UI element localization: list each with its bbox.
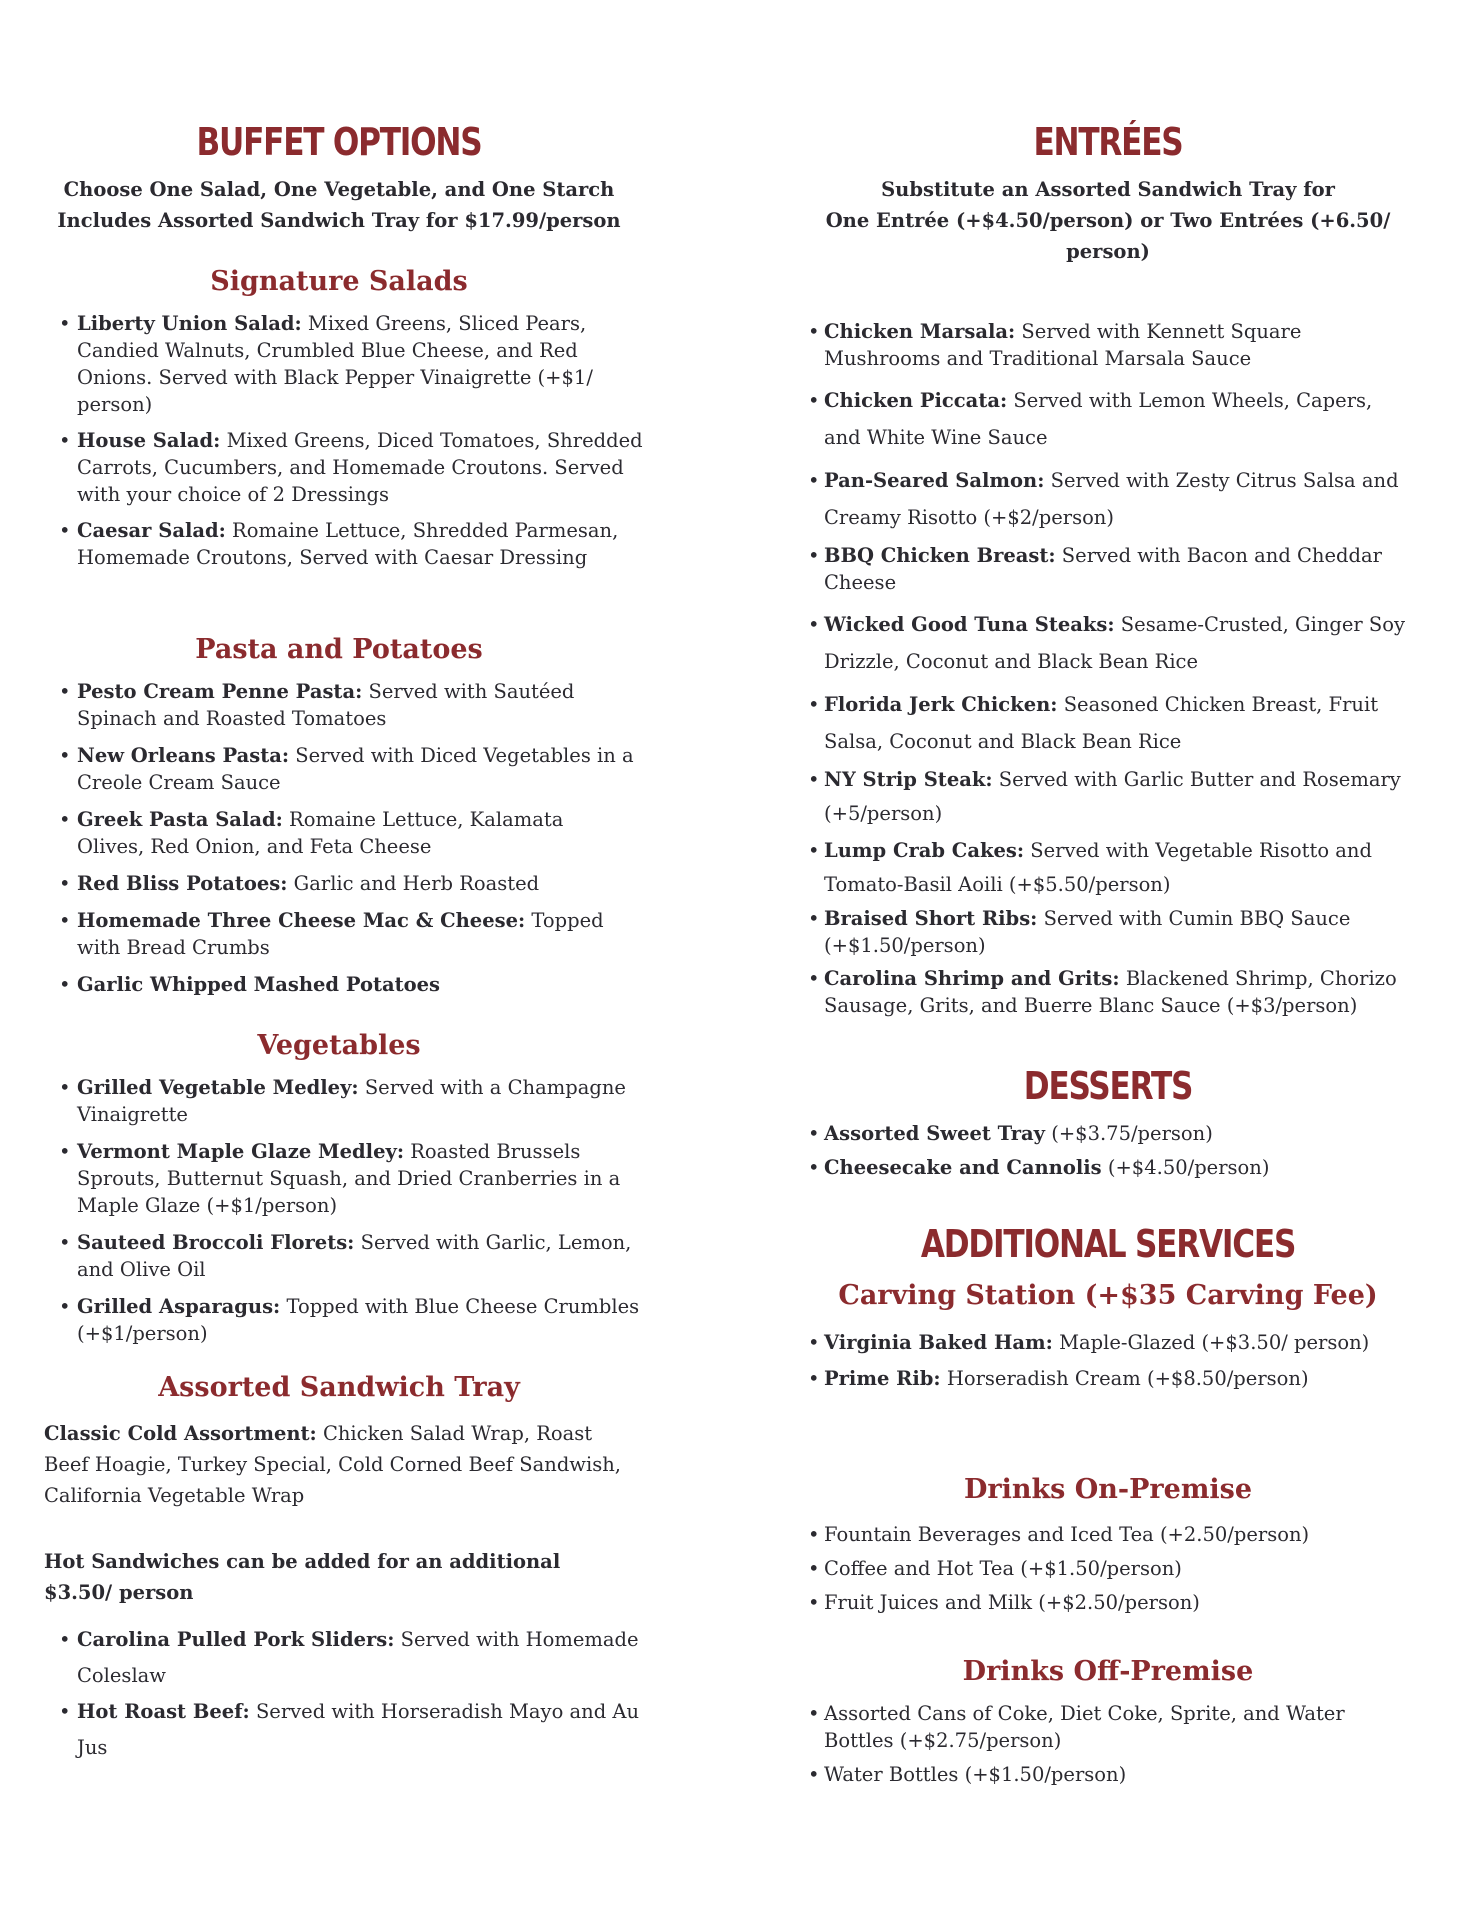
item-desc: Served with Sautéed Spinach and Roasted Tomatoes	[77, 680, 575, 730]
item-name: Grilled Asparagus:	[77, 1295, 281, 1318]
item-desc: Served with Horseradish Mayo and Au Jus	[77, 1700, 640, 1759]
list-item	[808, 1362, 1408, 1396]
list-item	[44, 742, 634, 796]
signature-salads-heading: Signature Salads	[210, 266, 468, 297]
item-desc: Mixed Greens, Sliced Pears, Candied Walnuts, Crumbled Blue Cheese, and Red Onions. Served with Black Pepper Vinaigrette (+$1/ person)	[77, 312, 593, 416]
carving-list	[808, 1326, 1408, 1396]
entrees-intro-line: Substitute an Assorted Sandwich Tray for	[881, 178, 1335, 201]
list-item	[808, 1120, 1408, 1147]
item-name: Pan-Seared Salmon:	[824, 469, 1045, 492]
list-item	[808, 462, 1408, 536]
item-name: Greek Pasta Salad:	[77, 808, 283, 831]
item-desc: Seasoned Chicken Breast, Fruit Salsa, Coconut and Black Bean Rice	[824, 693, 1379, 753]
cold-assortment-text	[44, 1418, 624, 1511]
list-item	[44, 517, 644, 571]
item-name: Homemade Three Cheese Mac & Cheese:	[77, 909, 526, 932]
buffet-intro-line: Includes Assorted Sandwich Tray for $17.99/person	[57, 209, 621, 232]
list-item	[44, 1293, 644, 1347]
item-name: Grilled Vegetable Medley:	[77, 1076, 359, 1099]
desserts-list	[808, 1120, 1408, 1181]
salads-list-block	[44, 310, 644, 571]
item-desc: Sesame-Crusted, Ginger Soy Drizzle, Coconut and Black Bean Rice	[824, 613, 1406, 673]
item-desc: Served with Homemade Coleslaw	[77, 1628, 639, 1687]
sandwich-tray-heading: Assorted Sandwich Tray	[158, 1372, 520, 1403]
item-desc: Mixed Greens, Diced Tomatoes, Shredded Carrots, Cucumbers, and Homemade Croutons. Served with your choice of 2 Dressings	[77, 429, 643, 506]
drinks-off-premise-heading: Drinks Off-Premise	[962, 1656, 1254, 1687]
item-name: Vermont Maple Glaze Medley:	[77, 1140, 405, 1163]
item-desc: Maple-Glazed (+$3.50/ person)	[1059, 1331, 1370, 1354]
item-name: Hot Roast Beef:	[77, 1700, 250, 1723]
list-item	[44, 1138, 644, 1219]
list-item: • Fruit Juices and Milk (+$2.50/person)	[808, 1586, 1408, 1620]
drinks-off-list	[808, 1700, 1408, 1788]
item-name: Chicken Piccata:	[824, 389, 1008, 412]
carving-block	[808, 1326, 1408, 1396]
item-name: Prime Rib:	[824, 1367, 941, 1390]
vegetables-heading: Vegetables	[257, 1030, 421, 1061]
list-item	[808, 763, 1408, 831]
list-item	[44, 427, 644, 508]
list-item	[808, 382, 1408, 456]
additional-services-heading: ADDITIONAL SERVICES	[920, 1222, 1296, 1266]
item-name: Cheesecake and Cannolis	[824, 1156, 1102, 1179]
list-item	[808, 905, 1408, 959]
pasta-list-block	[44, 678, 634, 998]
item-name: Carolina Shrimp and Grits:	[824, 967, 1120, 990]
list-item: • Assorted Cans of Coke, Diet Coke, Sprite, and Water Bottles (+$2.75/person)	[808, 1700, 1408, 1754]
drinks-off-block	[808, 1700, 1408, 1788]
list-item: • Fountain Beverages and Iced Tea (+2.50/person)	[808, 1518, 1408, 1552]
list-item	[44, 1074, 644, 1128]
list-item	[44, 907, 634, 961]
item-desc: Served with Lemon Wheels, Capers, and White Wine Sauce	[824, 389, 1373, 449]
list-item: • Water Bottles (+$1.50/person)	[808, 1761, 1408, 1788]
item-name: Chicken Marsala:	[824, 320, 1016, 343]
item-desc: Served with Garlic, Lemon, and Olive Oil	[77, 1231, 632, 1281]
item-name: Wicked Good Tuna Steaks:	[824, 613, 1115, 636]
item-desc: Chicken Salad Wrap, Roast Beef Hoagie, Turkey Special, Cold Corned Beef Sandwish, California Vegetable Wrap	[44, 1422, 621, 1507]
item-desc: Served with a Champagne Vinaigrette	[77, 1076, 626, 1126]
cold-assortment	[44, 1418, 624, 1511]
entrees-intro-line: person)	[1066, 240, 1150, 263]
item-name: BBQ Chicken Breast:	[824, 544, 1056, 567]
list-item	[44, 806, 634, 860]
item-desc: Topped with Blue Cheese Crumbles (+$1/person)	[77, 1295, 640, 1345]
hot-sandwich-block	[44, 1622, 644, 1766]
carving-station-heading: Carving Station (+$35 Carving Fee)	[838, 1280, 1378, 1311]
pasta-list	[44, 678, 634, 998]
item-desc: Served with Zesty Citrus Salsa and Creamy Risotto (+$2/person)	[824, 469, 1399, 529]
list-item	[44, 1622, 644, 1694]
list-item	[808, 606, 1408, 680]
salads-list	[44, 310, 644, 571]
list-item	[808, 318, 1408, 372]
list-item	[808, 1326, 1408, 1360]
item-name: Virginia Baked Ham:	[824, 1331, 1053, 1354]
drinks-on-premise-heading: Drinks On-Premise	[963, 1474, 1253, 1505]
item-name: House Salad:	[77, 429, 221, 452]
list-item	[44, 1694, 644, 1766]
item-name: Pesto Cream Penne Pasta:	[77, 680, 363, 703]
item-desc: Served with Bacon and Cheddar Cheese	[824, 544, 1382, 594]
buffet-intro	[44, 174, 634, 236]
item-desc: (+$3.75/person)	[1051, 1122, 1213, 1145]
item-desc: Served with Vegetable Risotto and Tomato-Basil Aoili (+$5.50/person)	[824, 839, 1372, 896]
hot-sandwich-note	[44, 1546, 624, 1608]
list-item	[44, 870, 634, 897]
item-desc: Roasted Brussels Sprouts, Butternut Squash, and Dried Cranberries in a Maple Glaze (+$1/person)	[77, 1140, 621, 1217]
item-desc: Served with Kennett Square Mushrooms and Traditional Marsala Sauce	[824, 320, 1302, 370]
list-item	[808, 834, 1408, 902]
vegetables-list-block	[44, 1074, 644, 1347]
item-name: Lump Crab Cakes:	[824, 839, 1025, 862]
desserts-block	[808, 1120, 1408, 1181]
list-item: • Coffee and Hot Tea (+$1.50/person)	[808, 1552, 1408, 1586]
entrees-intro	[808, 174, 1408, 267]
entrees-heading: ENTRÉES	[1033, 120, 1183, 164]
item-name: Sauteed Broccoli Florets:	[77, 1231, 355, 1254]
item-name: Red Bliss Potatoes:	[77, 872, 288, 895]
vegetables-list	[44, 1074, 644, 1347]
pasta-potatoes-heading: Pasta and Potatoes	[195, 634, 483, 665]
entrees-list	[808, 318, 1408, 1019]
item-name: NY Strip Steak:	[824, 768, 993, 791]
item-name: New Orleans Pasta:	[77, 744, 290, 767]
buffet-intro-line: Choose One Salad, One Vegetable, and One Starch	[63, 178, 615, 201]
item-name: Classic Cold Assortment:	[44, 1422, 317, 1445]
list-item	[44, 678, 634, 732]
item-desc: Horseradish Cream (+$8.50/person)	[946, 1367, 1309, 1390]
buffet-options-heading: BUFFET OPTIONS	[196, 120, 482, 164]
item-name: Carolina Pulled Pork Sliders:	[77, 1628, 395, 1651]
item-desc: Romaine Lettuce, Shredded Parmesan, Homemade Croutons, Served with Caesar Dressing	[77, 519, 619, 569]
entrees-intro-line: One Entrée (+$4.50/person) or Two Entrées (+6.50/	[825, 209, 1391, 232]
list-item	[808, 686, 1408, 760]
drinks-on-list	[808, 1518, 1408, 1620]
item-name: Braised Short Ribs:	[824, 907, 1038, 930]
hot-sandwich-list	[44, 1622, 644, 1766]
entrees-list-block	[808, 318, 1408, 1019]
item-name: Caesar Salad:	[77, 519, 226, 542]
list-item	[808, 1154, 1408, 1181]
list-item	[808, 542, 1408, 596]
item-desc: Served with Cumin BBQ Sauce (+$1.50/person)	[824, 907, 1351, 957]
item-name: Garlic Whipped Mashed Potatoes	[77, 973, 441, 996]
desserts-heading: DESSERTS	[1023, 1064, 1193, 1108]
list-item	[44, 971, 634, 998]
item-desc: Blackened Shrimp, Chorizo Sausage, Grits, and Buerre Blanc Sauce (+$3/person)	[824, 967, 1397, 1017]
hot-sandwich-note-text: Hot Sandwiches can be added for an additional $3.50/ person	[44, 1550, 561, 1604]
item-desc: Topped with Bread Crumbs	[77, 909, 604, 959]
item-name: Florida Jerk Chicken:	[824, 693, 1058, 716]
item-desc: Served with Diced Vegetables in a Creole Cream Sauce	[77, 744, 634, 794]
item-desc: Romaine Lettuce, Kalamata Olives, Red Onion, and Feta Cheese	[77, 808, 564, 858]
item-name: Liberty Union Salad:	[77, 312, 302, 335]
item-desc: Served with Garlic Butter and Rosemary (+5/person)	[824, 768, 1401, 825]
drinks-on-block	[808, 1518, 1408, 1620]
list-item	[44, 1229, 644, 1283]
list-item	[808, 965, 1408, 1019]
list-item	[44, 310, 644, 418]
item-desc: Garlic and Herb Roasted	[293, 872, 540, 895]
item-desc: (+$4.50/person)	[1107, 1156, 1270, 1179]
item-name: Assorted Sweet Tray	[824, 1122, 1046, 1145]
